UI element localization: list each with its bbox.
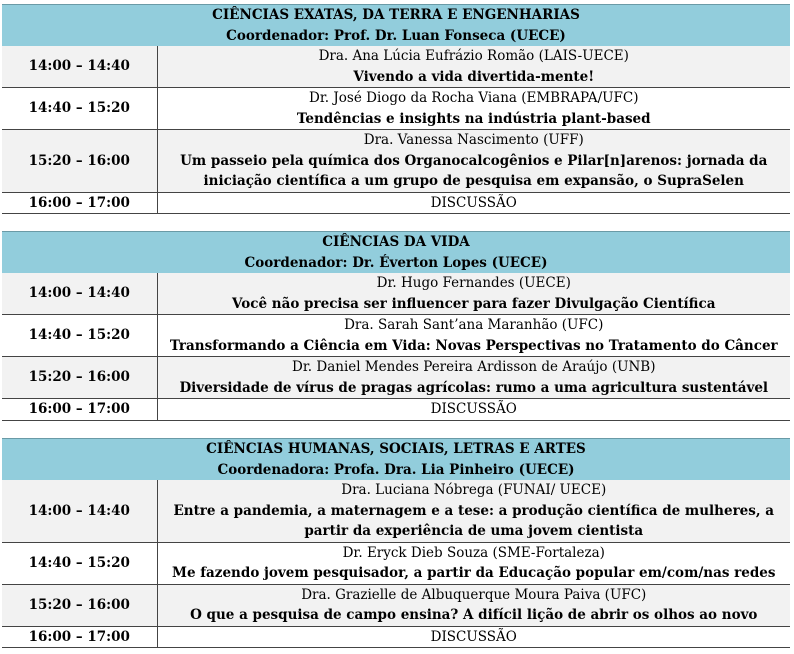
discussion-label: DISCUSSÃO <box>157 626 790 648</box>
speaker-name: Dra. Grazielle de Albuquerque Moura Paiva (UFC) <box>301 586 647 603</box>
schedule-row <box>2 542 790 584</box>
talk-title: O que a pesquisa de campo ensina? A difícil lição de abrir os olhos ao novo <box>190 607 758 623</box>
section-vida <box>2 231 790 421</box>
section-coordinator: Coordenadora: Profa. Dra. Lia Pinheiro (UECE) <box>2 460 790 481</box>
time-slot: 14:40 – 15:20 <box>2 88 157 130</box>
talk-title: Transformando a Ciência em Vida: Novas Perspectivas no Tratamento do Câncer <box>169 337 778 354</box>
time-slot: 16:00 – 17:00 <box>2 192 157 214</box>
talk-cell <box>157 357 790 399</box>
schedule-row <box>2 399 790 421</box>
schedule-row <box>2 273 790 315</box>
talk-title: Me fazendo jovem pesquisador, a partir da Educação popular em/com/nas redes <box>172 565 776 581</box>
discussion-label: DISCUSSÃO <box>157 192 790 214</box>
talk-title: Entre a pandemia, a maternagem e a tese: a produção científica de mulheres, a <box>173 502 775 519</box>
speaker-name: Dra. Ana Lúcia Eufrázio Romão (LAIS-UECE) <box>318 48 629 64</box>
section-exatas <box>2 4 790 214</box>
talk-title: iniciação científica a um grupo de pesquisa em expansão, o SupraSelen <box>203 173 744 189</box>
talk-cell <box>157 130 790 193</box>
section-coordinator: Coordenador: Dr. Éverton Lopes (UECE) <box>2 253 790 274</box>
talk-cell <box>157 480 790 542</box>
schedule-row <box>2 584 790 626</box>
speaker-name: Dra. Luciana Nóbrega (FUNAI/ UECE) <box>341 482 607 498</box>
schedule-row <box>2 192 790 214</box>
time-slot: 14:00 – 14:40 <box>2 46 157 88</box>
schedule-row <box>2 626 790 648</box>
talk-cell <box>157 88 790 130</box>
talk-cell <box>157 315 790 357</box>
time-slot: 14:40 – 15:20 <box>2 315 157 357</box>
schedule-row <box>2 88 790 130</box>
section-coordinator: Coordenador: Prof. Dr. Luan Fonseca (UECE) <box>2 26 790 47</box>
section-title: CIÊNCIAS DA VIDA <box>2 232 790 253</box>
talk-title: Vivendo a vida divertida-mente! <box>353 68 595 85</box>
talk-title: partir da experiência de uma jovem cientista <box>304 523 644 539</box>
speaker-name: Dr. Eryck Dieb Souza (SME-Fortaleza) <box>342 544 605 561</box>
section-title: CIÊNCIAS HUMANAS, SOCIAIS, LETRAS E ARTES <box>2 439 790 460</box>
time-slot: 15:20 – 16:00 <box>2 130 157 193</box>
speaker-name: Dr. Daniel Mendes Pereira Ardisson de Araújo (UNB) <box>292 359 656 375</box>
schedule-row <box>2 130 790 193</box>
talk-title: Você não precisa ser influencer para fazer Divulgação Científica <box>232 295 716 312</box>
time-slot: 14:00 – 14:40 <box>2 480 157 542</box>
schedule-row <box>2 357 790 399</box>
section-title: CIÊNCIAS EXATAS, DA TERRA E ENGENHARIAS <box>2 5 790 26</box>
section-humanas <box>2 438 790 648</box>
talk-cell <box>157 46 790 88</box>
time-slot: 16:00 – 17:00 <box>2 626 157 648</box>
discussion-label: DISCUSSÃO <box>157 399 790 421</box>
talk-title: Diversidade de vírus de pragas agrícolas: rumo a uma agricultura sustentável <box>179 379 769 396</box>
schedule-row <box>2 46 790 88</box>
time-slot: 14:00 – 14:40 <box>2 273 157 315</box>
speaker-name: Dr. Hugo Fernandes (UECE) <box>376 275 571 291</box>
schedule-row <box>2 480 790 542</box>
speaker-name: Dra. Sarah Sant’ana Maranhão (UFC) <box>344 317 604 333</box>
speaker-name: Dra. Vanessa Nascimento (UFF) <box>363 132 584 148</box>
talk-title: Um passeio pela química dos Organocalcogênios e Pilar[n]arenos: jornada da <box>180 152 768 169</box>
time-slot: 16:00 – 17:00 <box>2 399 157 421</box>
schedule-row <box>2 315 790 357</box>
speaker-name: Dr. José Diogo da Rocha Viana (EMBRAPA/UFC) <box>309 90 639 106</box>
time-slot: 14:40 – 15:20 <box>2 542 157 584</box>
time-slot: 15:20 – 16:00 <box>2 584 157 626</box>
talk-cell <box>157 542 790 584</box>
talk-cell <box>157 273 790 315</box>
talk-title: Tendências e insights na indústria plant-based <box>296 110 651 127</box>
time-slot: 15:20 – 16:00 <box>2 357 157 399</box>
talk-cell <box>157 584 790 626</box>
